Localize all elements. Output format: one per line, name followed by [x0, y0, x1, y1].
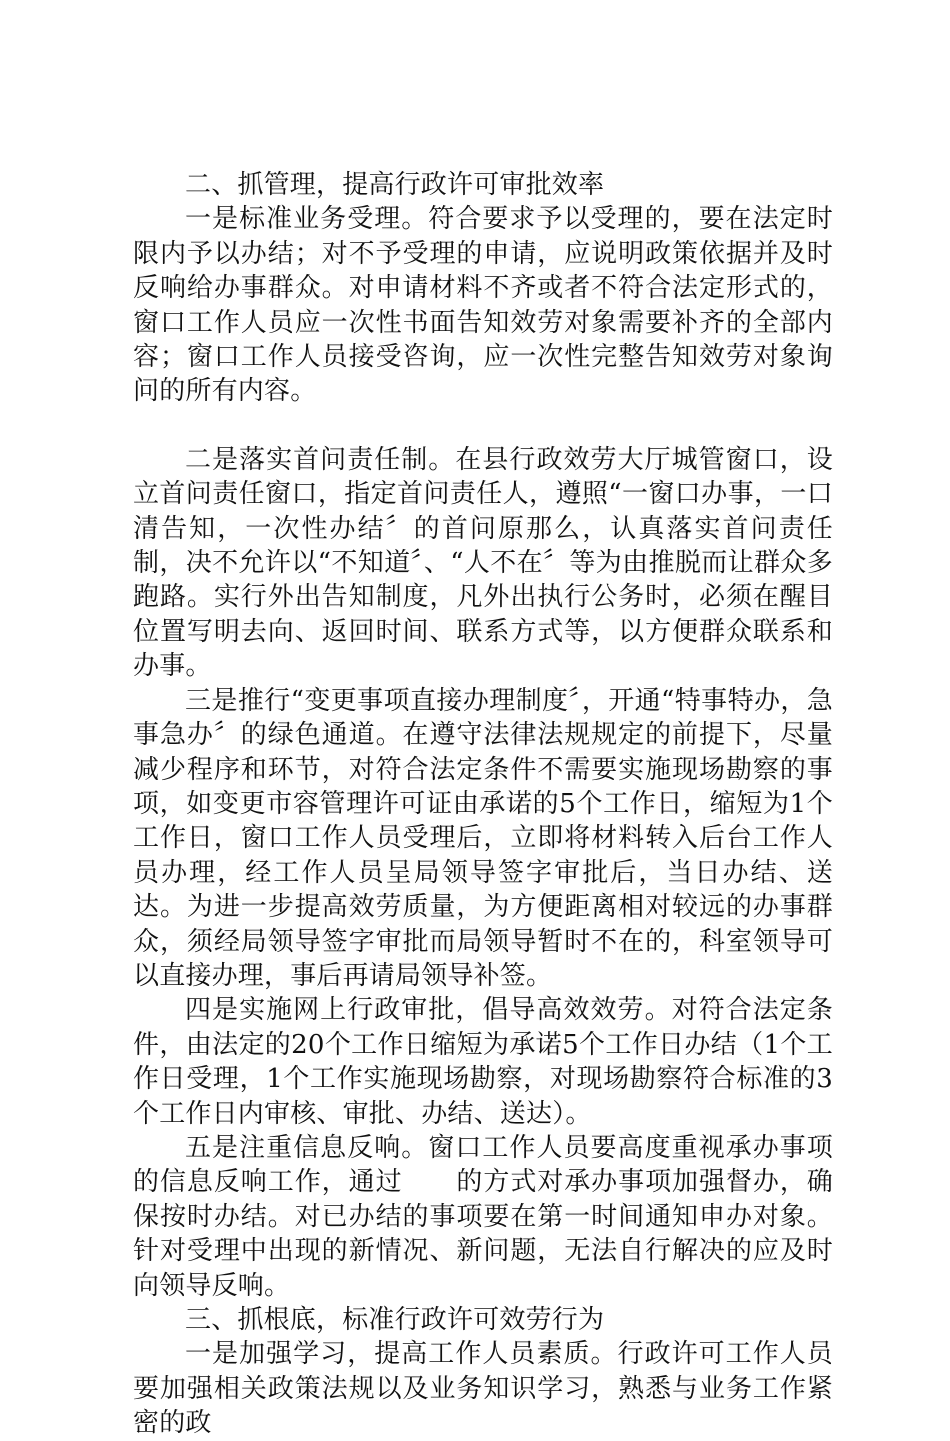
paragraph-online-approval: 四是实施网上行政审批，倡导高效效劳。对符合法定条件，由法定的20个工作日缩短为承诺5个工作日办结（1个工作日受理，1个工作实施现场勘察，对现场勘察符合标准的3个工作日内审核、审批、办结、送达）。 [133, 995, 833, 1129]
paragraph-standard-acceptance: 一是标准业务受理。符合要求予以受理的，要在法定时限内予以办结；对不予受理的申请，应说明政策依据并及时反响给办事群众。对申请材料不齐或者不符合法定形式的，窗口工作人员应一次性书面告知效劳对象需要补齐的全部内容；窗口工作人员接受咨询，应一次性完整告知效劳对象询问的所有内容。 [133, 204, 833, 407]
paragraph-strengthen-learning: 一是加强学习，提高工作人员素质。行政许可工作人员要加强相关政策法规以及业务知识学习，熟悉与业务工作紧密的政 [133, 1339, 833, 1439]
section-heading-foundation: 三、抓根底，标准行政许可效劳行为 [185, 1305, 605, 1335]
section-heading-management: 二、抓管理，提高行政许可审批效率 [185, 170, 605, 200]
paragraph-spacer [133, 409, 833, 443]
paragraph-change-handling-system: 三是推行“变更事项直接办理制度〞，开通“特事特办，急事急办〞的绿色通道。在遵守法律法规规定的前提下，尽量减少程序和环节，对符合法定条件不需要实施现场勘察的事项，如变更市容管理许可证由承诺的5个工作日，缩短为1个工作日，窗口工作人员受理后，立即将材料转入后台工作人员办理，经工作人员呈局领导签字审批后，当日办结、送达。为进一步提高效劳质量，为方便距离相对较远的办事群众，须经局领导签字审批而局领导暂时不在的，科室领导可以直接办理，事后再请局领导补签。 [133, 685, 833, 991]
paragraph-first-inquiry-responsibility: 二是落实首问责任制。在县行政效劳大厅城管窗口，设立首问责任窗口，指定首问责任人，遵照“一窗口办事，一口清告知，一次性办结〞的首问原那么，认真落实首问责任制，决不允许以“不知道〞、“人不在〞等为由推脱而让群众多跑路。实行外出告知制度，凡外出执行公务时，必须在醒目位置写明去向、返回时间、联系方式等，以方便群众联系和办事。 [133, 444, 833, 682]
paragraph-information-feedback: 五是注重信息反响。窗口工作人员要高度重视承办事项的信息反响工作，通过 的方式对承办事项加强督办，确保按时办结。对已办结的事项要在第一时间通知申办对象。针对受理中出现的新情况、新问题，无法自行解决的应及时向领导反响。 [133, 1132, 833, 1301]
document-body [133, 168, 833, 1441]
